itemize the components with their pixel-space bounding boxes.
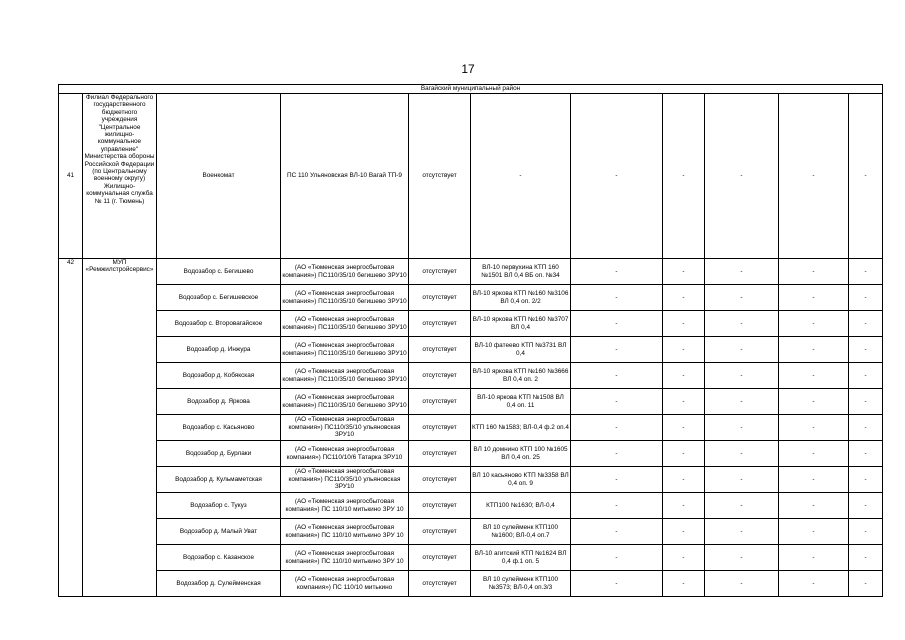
reserve-source: отсутствует — [409, 259, 471, 285]
table-row — [59, 519, 883, 545]
table-row — [59, 571, 883, 597]
table-cell: - — [779, 441, 849, 467]
table-row — [59, 337, 883, 363]
object-name: Военкомат — [157, 94, 281, 259]
table-cell: - — [705, 415, 779, 441]
table-cell: - — [705, 519, 779, 545]
table-cell: - — [849, 259, 883, 285]
object-name: Водозабор д. Малый Уват — [157, 519, 281, 545]
reserve-source: отсутствует — [409, 311, 471, 337]
object-name: Водозабор д. Бурлаки — [157, 441, 281, 467]
table-cell: - — [705, 545, 779, 571]
table-cell: - — [663, 363, 705, 389]
supply-line: ВЛ 10 касьяново КТП №3358 ВЛ 0,4 оп. 9 — [471, 467, 571, 493]
table-cell: - — [779, 493, 849, 519]
object-name: Водозабор с. Казанское — [157, 545, 281, 571]
object-name: Водозабор с. Второвагайское — [157, 311, 281, 337]
table-cell: - — [779, 285, 849, 311]
table-cell: - — [779, 259, 849, 285]
table-row — [59, 94, 883, 259]
table-cell: - — [849, 467, 883, 493]
power-source: (АО «Тюменская энергосбытовая компания») ПС 110/10 митькино ЗРУ 10 — [281, 519, 409, 545]
table-cell: - — [663, 415, 705, 441]
power-source: (АО «Тюменская энергосбытовая компания») ПС110/35/10 бегишево ЗРУ10 — [281, 311, 409, 337]
table-cell: - — [779, 571, 849, 597]
power-source: (АО «Тюменская энергосбытовая компания») ПС110/35/10 ульяновская ЗРУ10 — [281, 467, 409, 493]
object-name: Водозабор д. Инжура — [157, 337, 281, 363]
table-cell: - — [705, 467, 779, 493]
table-cell: - — [571, 363, 663, 389]
table-cell: - — [571, 337, 663, 363]
table-cell: - — [779, 545, 849, 571]
table-cell: - — [705, 571, 779, 597]
object-name: Водозабор д. Яркова — [157, 389, 281, 415]
supply-line: ВЛ 10 сулейменк КТП100 №3573; ВЛ-0,4 оп.3/3 — [471, 571, 571, 597]
table-row — [59, 415, 883, 441]
reserve-source: отсутствует — [409, 571, 471, 597]
organization-name: Филиал Федерального государственного бюджетного учреждения "Центральное жилищно-коммунальное управление" Министерства обороны Российской Федерации (по Центральному военному округу) Жилищно-коммунальная служба № 11 (г. Тюмень) — [83, 94, 157, 259]
table-row — [59, 363, 883, 389]
table-cell: - — [571, 285, 663, 311]
row-number: 42 — [59, 259, 83, 597]
table-cell: - — [663, 285, 705, 311]
table-cell: - — [571, 519, 663, 545]
table-cell: - — [849, 285, 883, 311]
reserve-source: отсутствует — [409, 337, 471, 363]
table-cell: - — [705, 441, 779, 467]
table-cell: - — [705, 94, 779, 259]
supply-line: КТП 160 №1583; ВЛ-0,4 ф.2 оп.4 — [471, 415, 571, 441]
power-source: (АО «Тюменская энергосбытовая компания») ПС110/10/6 Татарка ЗРУ10 — [281, 441, 409, 467]
table-row — [59, 493, 883, 519]
table-cell: - — [571, 311, 663, 337]
power-source: (АО «Тюменская энергосбытовая компания») ПС110/35/10 бегишево ЗРУ10 — [281, 259, 409, 285]
power-source: (АО «Тюменская энергосбытовая компания») ПС110/35/10 бегишево ЗРУ10 — [281, 389, 409, 415]
power-source: (АО «Тюменская энергосбытовая компания») ПС 110/10 митькино ЗРУ 10 — [281, 493, 409, 519]
table-cell: - — [849, 571, 883, 597]
reserve-source: отсутствует — [409, 545, 471, 571]
supply-line: ВЛ-10 фатеево КТП №3731 ВЛ 0,4 — [471, 337, 571, 363]
table-row — [59, 389, 883, 415]
table-cell: - — [849, 493, 883, 519]
table-cell: - — [849, 337, 883, 363]
supply-line: ВЛ-10 первухина КТП 160 №1501 ВЛ 0,4 ВБ оп. №34 — [471, 259, 571, 285]
power-source: (АО «Тюменская энергосбытовая компания») ПС 110/10 митькино — [281, 571, 409, 597]
page-number: 17 — [461, 62, 475, 76]
table-cell: - — [571, 94, 663, 259]
reserve-source: отсутствует — [409, 363, 471, 389]
table-cell: - — [571, 493, 663, 519]
table-cell: - — [779, 337, 849, 363]
table-row — [59, 545, 883, 571]
table-cell: - — [663, 311, 705, 337]
table-row — [59, 311, 883, 337]
table-cell: - — [663, 493, 705, 519]
supply-line: КТП100 №1630; ВЛ-0,4 — [471, 493, 571, 519]
table-cell: - — [849, 415, 883, 441]
object-name: Водозабор с. Бегишево — [157, 259, 281, 285]
document-table — [58, 84, 883, 597]
power-source: (АО «Тюменская энергосбытовая компания») ПС110/35/10 бегишево ЗРУ10 — [281, 337, 409, 363]
table-cell: - — [571, 467, 663, 493]
reserve-source: отсутствует — [409, 519, 471, 545]
table-cell: - — [663, 545, 705, 571]
table-cell: - — [663, 571, 705, 597]
table-cell: - — [779, 519, 849, 545]
reserve-source: отсутствует — [409, 285, 471, 311]
table-cell: - — [705, 311, 779, 337]
object-name: Водозабор с. Тукуз — [157, 493, 281, 519]
table-row — [59, 441, 883, 467]
table-cell: - — [663, 467, 705, 493]
table-row — [59, 467, 883, 493]
table-row — [59, 259, 883, 285]
region-header-row — [59, 85, 883, 94]
power-source: (АО «Тюменская энергосбытовая компания») ПС110/35/10 ульяновская ЗРУ10 — [281, 415, 409, 441]
object-name: Водозабор д. Кобякская — [157, 363, 281, 389]
table-cell: - — [571, 389, 663, 415]
reserve-source: отсутствует — [409, 441, 471, 467]
table-cell: - — [705, 363, 779, 389]
table-cell: - — [571, 545, 663, 571]
table-cell: - — [705, 259, 779, 285]
table-cell: - — [571, 415, 663, 441]
table-cell: - — [571, 259, 663, 285]
table-row — [59, 285, 883, 311]
supply-line: ВЛ-10 яркова КТП №160 №3707 ВЛ 0,4 — [471, 311, 571, 337]
table-cell: - — [705, 493, 779, 519]
table-cell: - — [705, 285, 779, 311]
object-name: Водозабор с. Касьяново — [157, 415, 281, 441]
table-cell: - — [849, 94, 883, 259]
power-source: (АО «Тюменская энергосбытовая компания») ПС110/35/10 бегишево ЗРУ10 — [281, 285, 409, 311]
object-name: Водозабор д. Кульмаметская — [157, 467, 281, 493]
region-title: Вагайский муниципальный район — [59, 85, 883, 94]
row-number: 41 — [59, 94, 83, 259]
table-cell: - — [663, 519, 705, 545]
table-cell: - — [779, 363, 849, 389]
supply-line: - — [471, 94, 571, 259]
table-cell: - — [663, 94, 705, 259]
supply-line: ВЛ-10 яркова КТП №160 №3106 ВЛ 0,4 оп. 2/2 — [471, 285, 571, 311]
power-source: ПС 110 Ульяновская ВЛ-10 Вагай ТП-9 — [281, 94, 409, 259]
table-cell: - — [849, 441, 883, 467]
table-cell: - — [663, 337, 705, 363]
table-cell: - — [571, 441, 663, 467]
table-cell: - — [663, 259, 705, 285]
reserve-source: отсутствует — [409, 467, 471, 493]
table-cell: - — [779, 467, 849, 493]
reserve-source: отсутствует — [409, 389, 471, 415]
table-cell: - — [849, 311, 883, 337]
table-cell: - — [705, 337, 779, 363]
reserve-source: отсутствует — [409, 94, 471, 259]
table-cell: - — [663, 389, 705, 415]
supply-line: ВЛ-10 яркова КТП №1508 ВЛ 0,4 оп. 11 — [471, 389, 571, 415]
supply-line: ВЛ 10 сулейменк КТП100 №1600; ВЛ-0,4 оп.7 — [471, 519, 571, 545]
table-cell: - — [779, 94, 849, 259]
organization-name: МУП «Ремжилстройсервис» — [83, 259, 157, 597]
table-cell: - — [779, 389, 849, 415]
table-cell: - — [779, 311, 849, 337]
object-name: Водозабор д. Сулейменская — [157, 571, 281, 597]
supply-line: ВЛ 10 домнино КТП 100 №1605 ВЛ 0,4 оп. 25 — [471, 441, 571, 467]
supply-line: ВЛ-10 яркова КТП №160 №3666 ВЛ 0,4 оп. 2 — [471, 363, 571, 389]
table-cell: - — [849, 389, 883, 415]
power-source: (АО «Тюменская энергосбытовая компания») ПС110/35/10 бегишево ЗРУ10 — [281, 363, 409, 389]
reserve-source: отсутствует — [409, 415, 471, 441]
table-cell: - — [849, 545, 883, 571]
table-cell: - — [849, 519, 883, 545]
reserve-source: отсутствует — [409, 493, 471, 519]
table-cell: - — [779, 415, 849, 441]
table-cell: - — [663, 441, 705, 467]
table-cell: - — [705, 389, 779, 415]
table-cell: - — [849, 363, 883, 389]
supply-line: ВЛ-10 агитский КТП №1624 ВЛ 0,4 ф.1 оп. 5 — [471, 545, 571, 571]
table-cell: - — [571, 571, 663, 597]
object-name: Водозабор с. Бегишевское — [157, 285, 281, 311]
power-source: (АО «Тюменская энергосбытовая компания») ПС 110/10 митькино ЗРУ 10 — [281, 545, 409, 571]
